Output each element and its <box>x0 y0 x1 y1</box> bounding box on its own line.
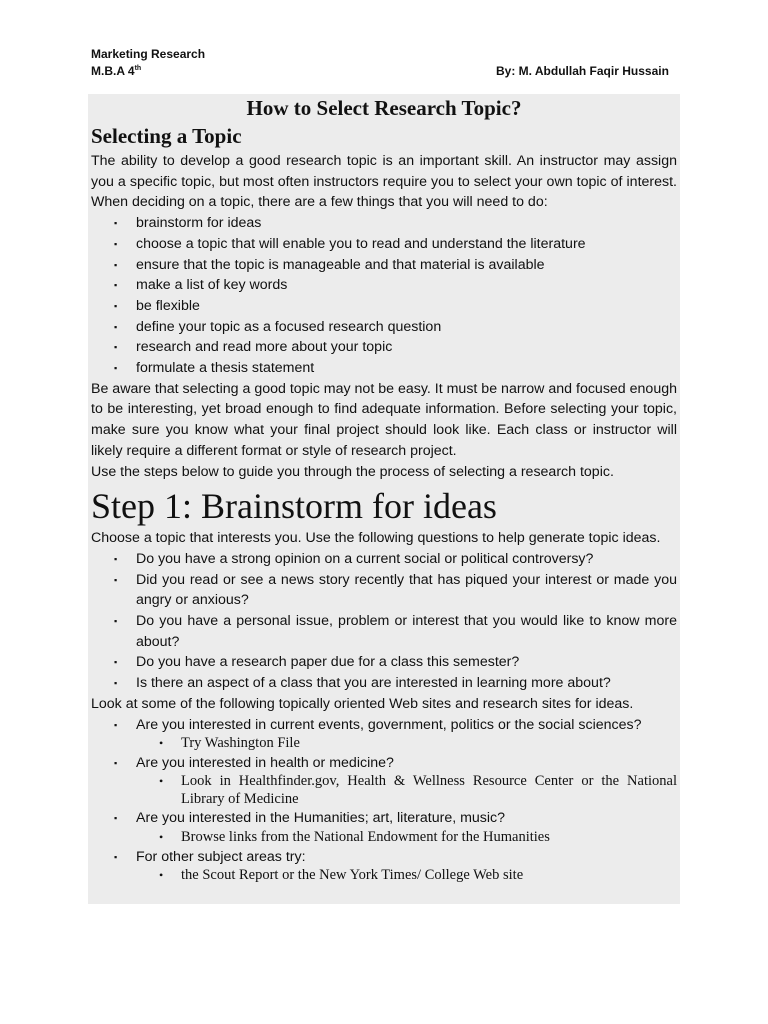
list-item-text: choose a topic that will enable you to read and understand the literature <box>136 235 586 252</box>
list-item-text: brainstorm for ideas <box>136 215 262 232</box>
bullet-icon: ▪ <box>114 218 118 229</box>
document-body <box>88 94 680 904</box>
list-item <box>88 652 680 673</box>
list-item-text: be flexible <box>136 297 200 314</box>
list-item <box>88 611 680 652</box>
list-item-text: research and read more about your topic <box>136 339 393 356</box>
list-item-text: For other subject areas try: <box>136 848 306 865</box>
dot-bullet-icon: • <box>159 774 164 789</box>
bullet-icon: ▪ <box>114 616 118 627</box>
resource-list <box>88 753 680 774</box>
dot-bullet-icon: • <box>159 830 164 845</box>
program-level <box>91 64 141 79</box>
list-item <box>88 296 680 317</box>
bullet-icon: ▪ <box>114 719 118 730</box>
list-item <box>88 358 680 379</box>
bullet-icon: ▪ <box>114 259 118 270</box>
list-item-text: Are you interested in current events, government, politics or the social sciences? <box>136 716 642 733</box>
section-title: Selecting a Topic <box>91 124 242 148</box>
aware-paragraph: Be aware that selecting a good topic may not be easy. It must be narrow and focused enough to be interesting, yet broad enough to find adequate information. Before selecting your topic, make sure you know what your final project should look like. Each class or instructor will likely require a different format or style of research project. <box>91 380 677 459</box>
list-item <box>88 317 680 338</box>
course-name: Marketing Research <box>91 47 206 61</box>
list-item-text: Did you read or see a news story recently that has piqued your interest or made you angry or anxious? <box>136 571 677 609</box>
list-item-text: formulate a thesis statement <box>136 360 315 377</box>
list-item <box>88 549 680 570</box>
list-item <box>88 673 680 694</box>
resource-list <box>88 715 680 736</box>
bullet-icon: ▪ <box>114 321 118 332</box>
list-item-text: Do you have a research paper due for a class this semester? <box>136 654 520 671</box>
list-item <box>88 255 680 276</box>
sub-list-item-text: Look in Healthfinder.gov, Health & Wellness Resource Center or the National Library of Medicine <box>181 773 677 807</box>
bullet-icon: ▪ <box>114 280 118 291</box>
list-item <box>88 275 680 296</box>
sub-list <box>88 829 680 847</box>
program-level-text: M.B.A 4 <box>91 64 135 78</box>
program-level-suffix: th <box>134 65 142 72</box>
bullet-icon: ▪ <box>114 813 118 824</box>
bullet-icon: ▪ <box>114 342 118 353</box>
list-item-text: make a list of key words <box>136 277 288 294</box>
bullet-icon: ▪ <box>114 851 118 862</box>
bullet-icon: ▪ <box>114 300 118 311</box>
dot-bullet-icon: • <box>159 736 164 751</box>
list-item <box>88 213 680 234</box>
sub-list-item-text: the Scout Report or the New York Times/ College Web site <box>181 867 524 884</box>
list-item-text: Do you have a personal issue, problem or interest that you would like to know more about? <box>136 613 677 650</box>
author-byline: By: M. Abdullah Faqir Hussain <box>496 64 669 78</box>
bullet-icon: ▪ <box>114 678 118 689</box>
list-item <box>88 337 680 358</box>
sub-list-item-text: Try Washington File <box>181 735 300 752</box>
list-item-text: Are you interested in the Humanities; art, literature, music? <box>136 810 506 827</box>
sub-list-item <box>88 829 680 847</box>
sub-list <box>88 773 680 808</box>
bullet-icon: ▪ <box>114 657 118 668</box>
list-item <box>88 753 680 774</box>
bullet-icon: ▪ <box>114 553 118 564</box>
list-item <box>88 715 680 736</box>
intro-paragraph: The ability to develop a good research topic is an important skill. An instructor may assign you a specific topic, but most often instructors require you to select your own topic of interest. When deciding on a topic, there are a few things that you will need to do: <box>91 153 677 211</box>
sub-list <box>88 735 680 753</box>
sub-list-item <box>88 867 680 885</box>
resource-list <box>88 847 680 868</box>
step-1-intro: Choose a topic that interests you. Use the following questions to help generate topic ideas. <box>91 530 661 547</box>
list-item <box>88 847 680 868</box>
list-item <box>88 808 680 829</box>
look-at-paragraph: Look at some of the following topically oriented Web sites and research sites for ideas. <box>91 695 634 712</box>
list-item-text: Is there an aspect of a class that you are interested in learning more about? <box>136 675 611 692</box>
list-item-text: Do you have a strong opinion on a current social or political controversy? <box>136 550 594 567</box>
sub-list-item <box>88 735 680 753</box>
question-list <box>88 549 680 694</box>
task-list <box>88 213 680 379</box>
sub-list-item <box>88 773 680 808</box>
bullet-icon: ▪ <box>114 238 118 249</box>
steps-paragraph: Use the steps below to guide you through the process of selecting a research topic. <box>91 463 614 480</box>
page-title: How to Select Research Topic? <box>246 96 522 120</box>
sub-list <box>88 867 680 885</box>
list-item <box>88 570 680 611</box>
list-item-text: Are you interested in health or medicine? <box>136 754 394 771</box>
resource-list <box>88 808 680 829</box>
dot-bullet-icon: • <box>159 868 164 883</box>
bullet-icon: ▪ <box>114 574 118 585</box>
list-item <box>88 234 680 255</box>
bullet-icon: ▪ <box>114 757 118 768</box>
list-item-text: ensure that the topic is manageable and that material is available <box>136 256 545 273</box>
list-item-text: define your topic as a focused research question <box>136 318 442 335</box>
sub-list-item-text: Browse links from the National Endowment for the Humanities <box>181 829 550 846</box>
bullet-icon: ▪ <box>114 363 118 374</box>
step-1-heading: Step 1: Brainstorm for ideas <box>91 486 497 527</box>
